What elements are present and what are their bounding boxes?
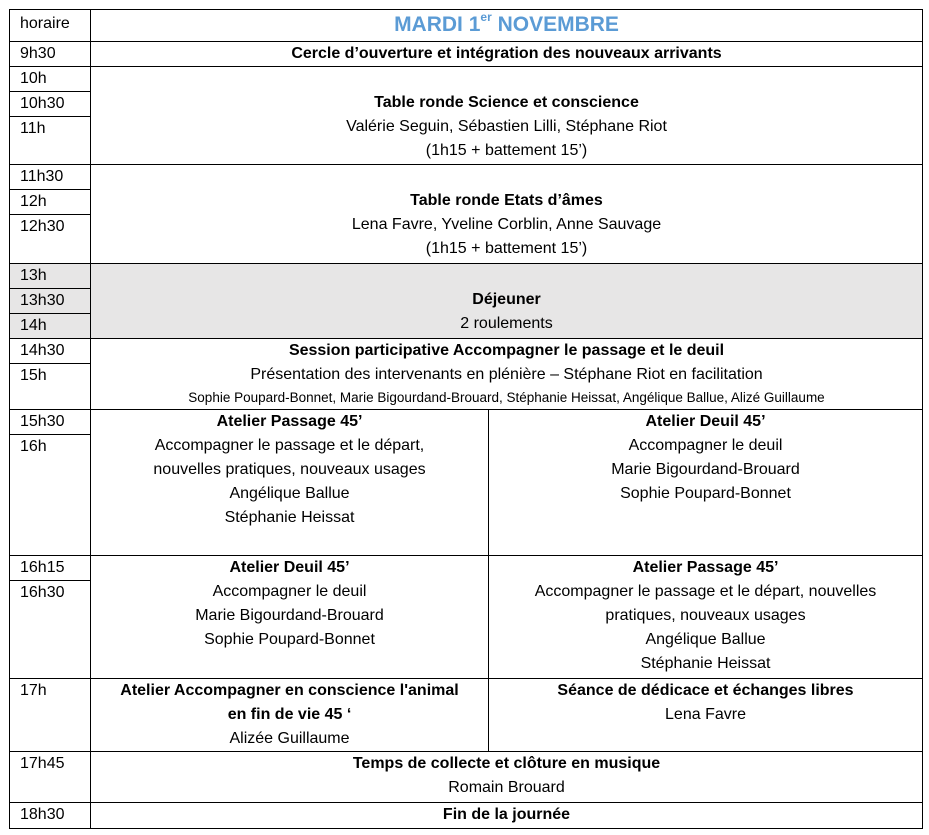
workshop-line: pratiques, nouveaux usages <box>605 607 806 624</box>
end-title: Fin de la journée <box>442 806 571 823</box>
closing-title: Temps de collecte et clôture en musique <box>352 755 661 772</box>
workshop-line: Marie Bigourdand-Brouard <box>611 461 800 478</box>
time-label: 12h30 <box>20 218 65 235</box>
lunch-block <box>91 288 922 336</box>
workshop-title: Atelier Deuil 45’ <box>645 413 766 430</box>
round-table-1-duration: (1h15 + battement 15’) <box>425 142 588 159</box>
workshop-line: Stéphanie Heissat <box>224 509 355 526</box>
time-column-header: horaire <box>20 15 70 32</box>
day-title <box>91 10 922 41</box>
day-title-text: MARDI 1 <box>394 13 481 36</box>
workshop-line: Accompagner le passage et le départ, nouvelles <box>534 583 877 600</box>
workshop-line: Accompagner le deuil <box>628 437 783 454</box>
time-label: 17h <box>20 682 47 699</box>
time-label: 12h <box>20 193 47 210</box>
round-table-2 <box>91 189 922 261</box>
time-label: 16h15 <box>20 559 65 576</box>
workshop-title: Atelier Accompagner en conscience l'animal <box>120 682 459 699</box>
time-label: 11h30 <box>20 168 64 185</box>
time-label: 16h <box>20 438 47 455</box>
round-table-2-duration: (1h15 + battement 15’) <box>425 240 588 257</box>
workshop-line: nouvelles pratiques, nouveaux usages <box>153 461 426 478</box>
workshop-line: Sophie Poupard-Bonnet <box>620 485 791 502</box>
row-divider <box>10 66 922 67</box>
session-line-1: Présentation des intervenants en plénière – Stéphane Riot en facilitation <box>250 366 763 383</box>
workshop-line: Angélique Ballue <box>229 485 350 502</box>
day-title-sup: er <box>480 10 492 24</box>
workshop-3-left <box>91 679 488 751</box>
round-table-2-speakers: Lena Favre, Yveline Corblin, Anne Sauvage <box>351 216 662 233</box>
time-label: 15h <box>20 367 47 384</box>
workshop-speaker: Lena Favre <box>665 706 746 723</box>
workshop-line: Angélique Ballue <box>645 631 766 648</box>
round-table-2-title: Table ronde Etats d’âmes <box>410 192 603 209</box>
participative-session <box>91 339 922 409</box>
workshop-speaker: Alizée Guillaume <box>229 730 350 747</box>
workshop-line: Sophie Poupard-Bonnet <box>204 631 375 648</box>
workshop-line: Accompagner le deuil <box>212 583 367 600</box>
closing-block <box>91 752 922 800</box>
workshop-title-cont: en fin de vie 45 ‘ <box>227 706 352 723</box>
workshop-2-left <box>91 556 488 652</box>
workshop-2-right <box>489 556 922 676</box>
day-title-month: NOVEMBRE <box>491 13 619 36</box>
row-divider <box>10 263 922 264</box>
session-title: Session participative Accompagner le passage et le deuil <box>288 342 725 359</box>
schedule-table <box>9 9 923 829</box>
time-label: 10h30 <box>20 95 65 112</box>
workshop-line: Marie Bigourdand-Brouard <box>195 607 384 624</box>
lunch-title: Déjeuner <box>472 291 541 308</box>
workshop-1-left <box>91 410 488 530</box>
time-label: 14h <box>20 317 47 334</box>
workshop-line: Stéphanie Heissat <box>640 655 771 672</box>
opening-block <box>91 42 922 66</box>
time-label: 11h <box>20 120 46 137</box>
time-label: 18h30 <box>20 806 65 823</box>
time-label: 9h30 <box>20 45 56 62</box>
time-label: 16h30 <box>20 584 65 601</box>
round-table-1-title: Table ronde Science et conscience <box>374 94 639 111</box>
session-line-2: Sophie Poupard-Bonnet, Marie Bigourdand-Brouard, Stéphanie Heissat, Angélique Ballue, Alizé Guillaume <box>188 390 825 405</box>
time-label: 13h30 <box>20 292 65 309</box>
workshop-title: Atelier Deuil 45’ <box>229 559 350 576</box>
time-label: 14h30 <box>20 342 65 359</box>
time-label: 10h <box>20 70 47 87</box>
time-label: 13h <box>20 267 47 284</box>
workshop-title: Séance de dédicace et échanges libres <box>557 682 854 699</box>
workshop-title: Atelier Passage 45’ <box>632 559 779 576</box>
workshop-line: Accompagner le passage et le départ, <box>154 437 425 454</box>
closing-speaker: Romain Brouard <box>448 779 565 796</box>
round-table-1-speakers: Valérie Seguin, Sébastien Lilli, Stéphane Riot <box>346 118 667 135</box>
workshop-title: Atelier Passage 45’ <box>216 413 363 430</box>
time-label: 17h45 <box>20 755 65 772</box>
end-block <box>91 803 922 827</box>
lunch-detail: 2 roulements <box>460 315 553 332</box>
time-label: 15h30 <box>20 413 65 430</box>
workshop-3-right <box>489 679 922 727</box>
round-table-1 <box>91 91 922 163</box>
workshop-1-right <box>489 410 922 506</box>
row-divider <box>10 164 922 165</box>
opening-title: Cercle d’ouverture et intégration des nouveaux arrivants <box>291 45 722 62</box>
